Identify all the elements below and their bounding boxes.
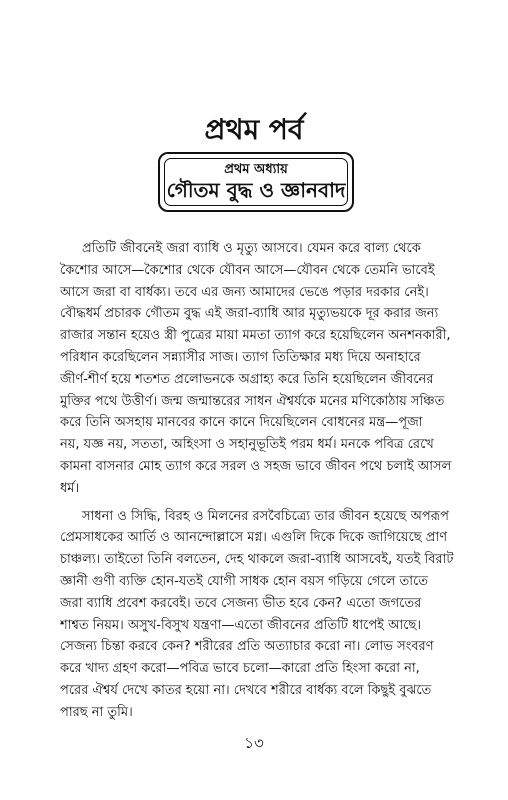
text-line: কামনা বাসনার মোহ ত্যাগ করে সরল ও সহজ ভাবে জীবন পথে চলাই আসল (60, 458, 452, 474)
chapter-subtitle: প্রথম অধ্যায় (224, 162, 288, 177)
page-heading: প্রথম পর্ব (204, 113, 304, 146)
chapter-title-box (158, 152, 354, 212)
text-line: রাজার সন্তান হয়েও স্ত্রী পুত্রের মায়া মমতা ত্যাগ করে হয়েছিলেন অনশনকারী, (60, 328, 451, 344)
text-line: প্রেমসাধকের আর্তি ও আনন্দোল্লাসে মগ্ন। এগুলি দিকে দিকে জাগিয়েছে প্রাণ (60, 530, 448, 546)
body-text (60, 238, 460, 724)
paragraph-2 (60, 506, 460, 724)
text-line: জীর্ণ-শীর্ণ হয়ে শতশত প্রলোভনকে অগ্রাহ্য করে তিনি হয়েছিলেন জীবনের (60, 371, 434, 387)
text-line: বৌদ্ধধর্ম প্রচারক গৌতম বুদ্ধ এই জরা-ব্যাধি আর মৃত্যুভয়কে দূর করার জন্য (60, 306, 439, 322)
text-line: সাধনা ও সিদ্ধি, বিরহ ও মিলনের রসবৈচিত্র্যে তার জীবন হয়েছে অপরূপ (82, 508, 449, 524)
text-line: কৈশোর আসে—কৈশোর থেকে যৌবন আসে—যৌবন থেকে তেমনি ভাবেই (60, 262, 435, 278)
text-line: পারছ না তুমি। (60, 704, 133, 720)
paragraph-1 (60, 238, 460, 500)
text-line: শাশ্বত নিয়ম। অসুখ-বিসুখ যন্ত্রণা—এতো জীবনের প্রতিটি ধাপেই আছে। (60, 617, 421, 633)
page-number: ১৩ (244, 734, 264, 752)
text-line: মুক্তির পথে উত্তীর্ণ। জন্ম জন্মান্তরের সাধন ঐশ্বর্যকে মনের মণিকোঠায় সঞ্চিত (60, 393, 445, 409)
text-line: আসে জরা বা বার্ধক্য। তবে এর জন্য আমাদের ভেঙে পড়ার দরকার নেই। (60, 284, 429, 300)
text-line: করে তিনি অসহায় মানবের কানে কানে দিয়েছিলেন বোধনের মন্ত্র—পূজা (60, 415, 423, 431)
text-line: করে খাদ্য গ্রহণ করো—পবিত্র ভাবে চলো—কারো প্রতি হিংসা করো না, (60, 661, 420, 677)
text-line: জরা ব্যাধি প্রবেশ করবেই। তবে সেজন্য ভীত হবে কেন? এতো জগতের (60, 595, 422, 611)
text-line: চাঞ্চল্য। তাইতো তিনি বলতেন, দেহ থাকলে জরা-ব্যাধি আসবেই, যতই বিরাট (60, 552, 454, 568)
chapter-title: গৌতম বুদ্ধ ও জ্ঞানবাদ (166, 178, 346, 202)
text-line: ধর্ম। (60, 480, 80, 496)
text-line: নয়, যজ্ঞ নয়, সততা, অহিংসা ও সহানুভূতিই পরম ধর্ম। মনকে পবিত্র রেখে (60, 437, 434, 453)
text-line: জ্ঞানী গুণী ব্যক্তি হোন-যতই যোগী সাধক হোন বয়স গড়িয়ে গেলে তাতে (60, 573, 429, 589)
text-line: প্রতিটি জীবনেই জরা ব্যাধি ও মৃত্যু আসবে। যেমন করে বাল্য থেকে (82, 241, 421, 256)
text-line: সেজন্য চিন্তা করবে কেন? শরীরের প্রতি অত্যাচার করো না। লোভ সংবরণ (60, 639, 434, 655)
text-line: পরিধান করেছিলেন সন্ন্যাসীর সাজ। ত্যাগ তিতিক্ষার মধ্য দিয়ে অনাহারে (60, 349, 421, 365)
text-line: পরের ঐশ্বর্য দেখে কাতর হয়ো না। দেখবে শরীরে বার্ধক্য বলে কিছুই বুঝতে (60, 682, 432, 698)
